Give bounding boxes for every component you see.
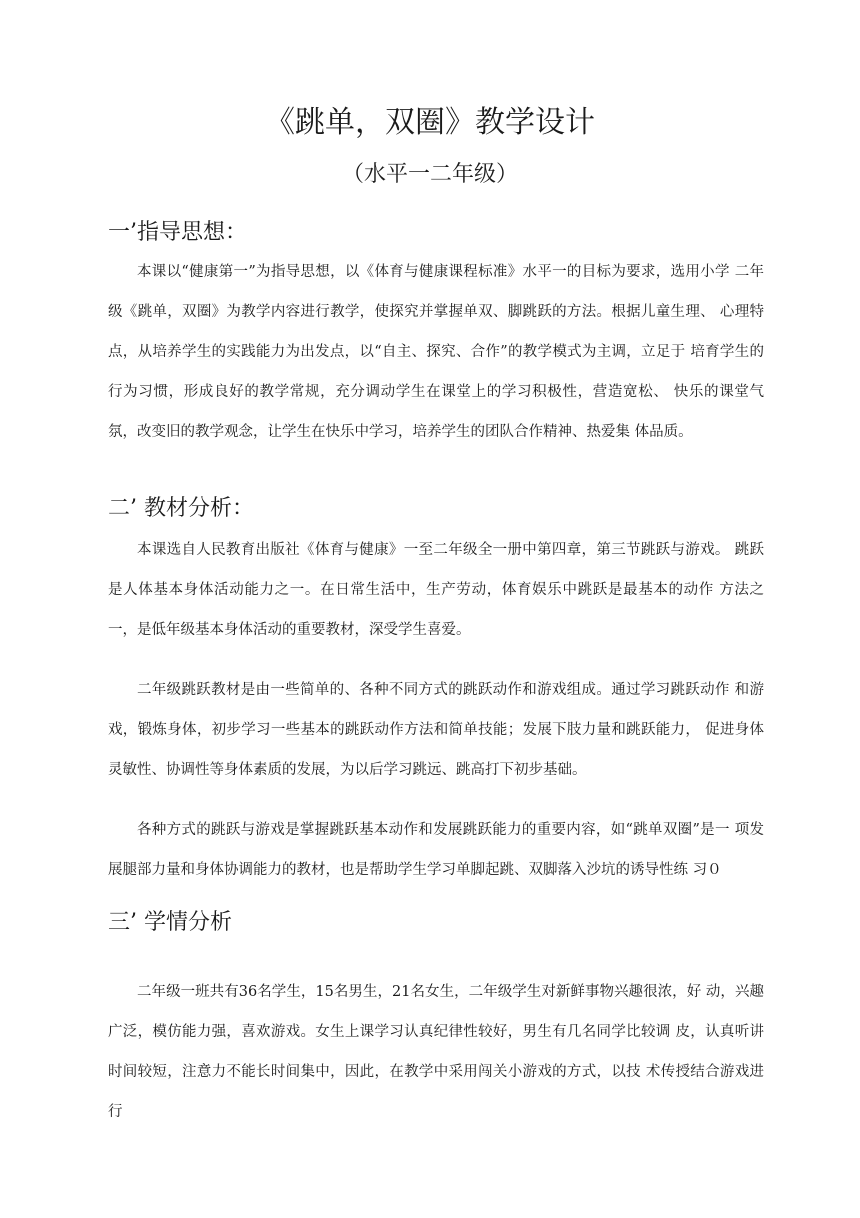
section-heading-textbook-analysis: 二’ 教材分析：: [108, 496, 254, 521]
paragraph-guiding-idea: 本课以“健康第一”为指导思想，以《体育与健康课程标准》水平一的目标为要求，选用小学 二年级《跳单，双圈》为教学内容进行教学，使探究并掌握单双、脚跳跃的方法。根据儿童生理、 心理特点，从培养学生的实践能力为出发点，以“自主、探究、合作”的教学模式为主调，立足于 培育学生的行为习惯，形成良好的教学常规，充分调动学生在课堂上的学习积极性，营造宽松、 快乐的课堂气氛，改变旧的教学观念，让学生在快乐中学习，培养学生的团队合作精神、热爱集 体品质。: [108, 264, 764, 440]
document-title: 《跳单，双圈》教学设计: [265, 105, 595, 140]
paragraph-textbook-analysis-3: 各种方式的跳跃与游戏是掌握跳跃基本动作和发展跳跃能力的重要内容，如“跳单双圈”是一 项发展腿部力量和身体协调能力的教材，也是帮助学生学习单脚起跳、双脚落入沙坑的诱导性练 习０: [108, 822, 764, 878]
section-heading-student-analysis: 三’ 学情分析: [108, 910, 232, 935]
document-subtitle: （水平一二年级）: [341, 162, 518, 187]
paragraph-student-analysis: 二年级一班共有36名学生，15名男生，21名女生，二年级学生对新鲜事物兴趣很浓，好 动，兴趣广泛，模仿能力强，喜欢游戏。女生上课学习认真纪律性较好，男生有几名同学比较调 皮，认真听讲时间较短，注意力不能长时间集中，因此，在教学中采用闯关小游戏的方式，以技 术传授结合游戏进行: [108, 984, 764, 1120]
paragraph-textbook-analysis-2: 二年级跳跃教材是由一些简单的、各种不同方式的跳跃动作和游戏组成。通过学习跳跃动作 和游戏，锻炼身体，初步学习一些基本的跳跃动作方法和简单技能；发展下肢力量和跳跃能力， 促进身体灵敏性、协调性等身体素质的发展，为以后学习跳远、跳高打下初步基础。: [108, 682, 764, 778]
section-heading-guiding-idea: 一’指导思想：: [108, 220, 247, 245]
paragraph-textbook-analysis-1: 本课选自人民教育出版社《体育与健康》一至二年级全一册中第四章，第三节跳跃与游戏。 跳跃是人体基本身体活动能力之一。在日常生活中，生产劳动，体育娱乐中跳跃是最基本的动作 方法之一，是低年级基本身体活动的重要教材，深受学生喜爱。: [108, 542, 764, 638]
